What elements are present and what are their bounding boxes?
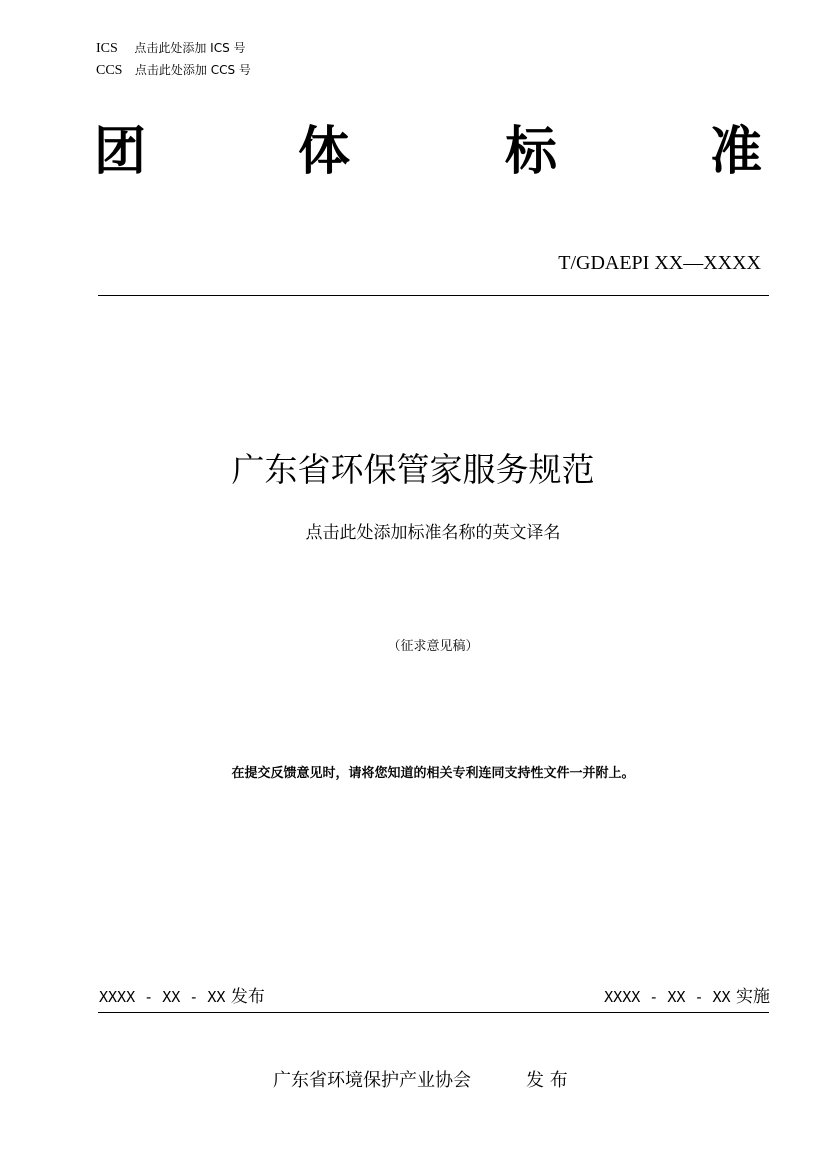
ccs-label: CCS xyxy=(96,63,123,78)
english-title-placeholder[interactable]: 点击此处添加标准名称的英文译名 xyxy=(305,523,561,543)
ccs-line xyxy=(96,62,251,79)
issuing-organization: 广东省环境保护产业协会 xyxy=(273,1070,471,1091)
implement-date-value[interactable]: XXXX - XX - XX xyxy=(604,988,731,1006)
bottom-divider xyxy=(98,1012,769,1013)
banner-char-3: 标 xyxy=(505,122,558,182)
implement-date xyxy=(604,986,770,1008)
ics-placeholder[interactable]: 点击此处添加 ICS 号 xyxy=(134,41,246,55)
ccs-placeholder[interactable]: 点击此处添加 CCS 号 xyxy=(134,63,251,77)
draft-status: （征求意见稿） xyxy=(387,639,479,654)
banner-char-1: 团 xyxy=(94,122,147,182)
publish-label: 发布 xyxy=(230,987,265,1007)
patent-notice: 在提交反馈意见时，请将您知道的相关专利连同支持性文件一并附上。 xyxy=(231,766,635,781)
publish-date xyxy=(99,986,265,1008)
issue-label: 发 布 xyxy=(526,1070,568,1091)
banner-char-2: 体 xyxy=(298,122,351,182)
banner-char-4: 准 xyxy=(710,122,763,182)
standard-number: T/GDAEPI XX—XXXX xyxy=(558,252,761,274)
ics-label: ICS xyxy=(96,41,118,56)
publish-date-value[interactable]: XXXX - XX - XX xyxy=(99,988,226,1006)
top-divider xyxy=(98,295,769,296)
document-title: 广东省环保管家服务规范 xyxy=(231,450,595,489)
implement-label: 实施 xyxy=(736,987,770,1007)
ics-line xyxy=(96,40,246,57)
